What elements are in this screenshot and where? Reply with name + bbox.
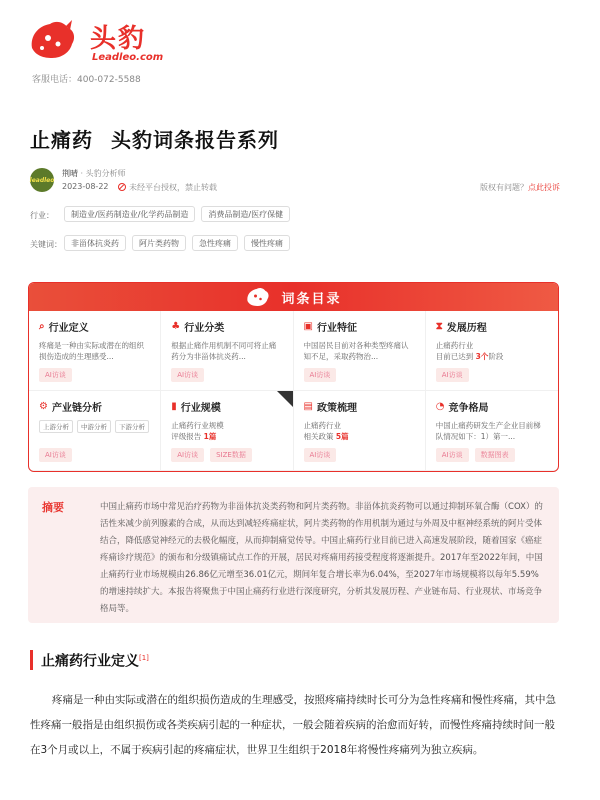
ai-interview-button[interactable]: AI访谈 <box>304 368 337 382</box>
desc-mid: 相关政策 <box>303 432 336 441</box>
chain-icon: ⚙ <box>39 401 48 412</box>
catalog-item-title: 政策梳理 <box>316 403 357 414</box>
author-line <box>62 168 126 179</box>
catalog-item-desc: 根据止痛作用机制不同可将止痛药分为非甾体抗炎药... <box>171 341 277 361</box>
catalog-header <box>29 283 558 311</box>
desc-highlight: 5篇 <box>335 432 349 441</box>
leopard-logo-icon <box>28 18 78 62</box>
auth-notice <box>118 182 217 193</box>
copyright-line <box>480 182 560 193</box>
report-title: 止痛药 <box>30 128 93 152</box>
keywords-label: 关键词： <box>30 240 62 249</box>
section-title <box>30 650 149 670</box>
catalog-item-classification[interactable] <box>161 311 293 391</box>
ai-interview-button[interactable]: AI访谈 <box>436 448 469 462</box>
downstream-tag[interactable]: 下游分析 <box>115 420 149 433</box>
reference-link[interactable]: [1] <box>139 654 149 662</box>
industry-tag[interactable]: 消费品制造/医疗保健 <box>201 206 290 222</box>
pie-chart-icon: ◔ <box>435 401 445 412</box>
catalog-item-title: 竞争格局 <box>448 403 489 414</box>
service-phone: 客服电话：400-072-5588 <box>32 75 141 85</box>
corner-flag-icon <box>277 391 293 407</box>
ai-interview-button[interactable]: AI访谈 <box>436 368 469 382</box>
catalog-item-desc <box>171 420 282 442</box>
author-role: · 头豹分析师 <box>80 169 126 178</box>
desc-mid: 评级报告 <box>171 432 204 441</box>
catalog-item-definition[interactable] <box>29 311 161 391</box>
catalog-item-policy[interactable] <box>294 391 426 471</box>
data-chart-button[interactable]: 数据图表 <box>475 448 515 462</box>
ai-interview-button[interactable]: AI访谈 <box>39 448 72 462</box>
brand-logo[interactable] <box>28 14 168 70</box>
complain-link[interactable]: 点此投诉 <box>528 183 560 192</box>
policy-icon: ▤ <box>303 401 313 412</box>
section-body: 疼痛是一种由实际或潜在的组织损伤造成的生理感受，按照疼痛持续时长可分为急性疼痛和慢性疼痛，其中急性疼痛一般指是由组织损伤或各类疾病引起的一种症状，一般会随着疾病的治愈而好转，而慢性疼痛持续时间一般在3个月或以上，不属于疾病引起的疼痛症状，世界卫生组织于2018年将慢性疼痛列为独立疾病。 <box>30 694 556 756</box>
catalog-item-title: 行业规模 <box>180 403 221 414</box>
keyword-tags <box>64 235 290 251</box>
catalog-item-scale[interactable] <box>161 391 293 471</box>
catalog-item-history[interactable] <box>426 311 558 391</box>
catalog-item-desc <box>436 340 548 362</box>
brand-name: 头豹 <box>90 24 147 54</box>
desc-mid: 目前已达到 <box>435 352 476 361</box>
ai-interview-button[interactable]: AI访谈 <box>39 368 72 382</box>
desc-post: 阶段 <box>488 352 504 361</box>
catalog-item-features[interactable] <box>294 311 426 391</box>
desc-highlight: 3个 <box>475 352 489 361</box>
ai-interview-button[interactable]: AI访谈 <box>304 448 337 462</box>
keyword-tag[interactable]: 非甾体抗炎药 <box>64 235 126 251</box>
summary-box <box>28 487 559 623</box>
feature-icon: ▣ <box>303 321 313 332</box>
catalog-title: 词条目录 <box>281 291 342 307</box>
section-title-text: 止痛药行业定义 <box>41 653 139 670</box>
forbidden-icon <box>118 183 126 191</box>
catalog-item-title: 行业定义 <box>48 323 89 334</box>
keyword-tag[interactable]: 急性疼痛 <box>192 235 238 251</box>
catalog-item-competition[interactable] <box>426 391 558 471</box>
catalog-item-chain[interactable] <box>29 391 161 471</box>
industry-label: 行业： <box>30 211 54 220</box>
desc-pre: 止痛药行业 <box>435 341 474 350</box>
industry-tag[interactable]: 制造业/医药制造业/化学药品制造 <box>64 206 195 222</box>
copyright-question: 版权有问题？ <box>480 183 528 192</box>
catalog-item-title: 产业链分析 <box>51 403 102 414</box>
keyword-tag[interactable]: 阿片类药物 <box>132 235 186 251</box>
hierarchy-icon: ♣ <box>171 321 181 332</box>
desc-pre: 止痛药行业规模 <box>171 421 224 430</box>
ai-interview-button[interactable]: AI访谈 <box>171 448 204 462</box>
catalog-item-title: 行业分类 <box>184 323 225 334</box>
midstream-tag[interactable]: 中游分析 <box>77 420 111 433</box>
catalog-item-title: 发展历程 <box>446 323 487 334</box>
report-series: 头豹词条报告系列 <box>111 128 279 152</box>
catalog-panel <box>28 282 559 472</box>
catalog-item-desc: 中国止痛药研发生产企业目前梯队情况如下：1）第一... <box>435 421 541 441</box>
catalog-item-desc: 疼痛是一种由实际或潜在的组织损伤造成的生理感受... <box>39 341 144 361</box>
page-title <box>30 124 279 153</box>
summary-label: 摘要 <box>42 501 64 514</box>
catalog-item-title: 行业特征 <box>316 323 357 334</box>
auth-notice-text: 未经平台授权，禁止转载 <box>129 183 217 192</box>
industry-tags <box>64 206 290 222</box>
size-data-button[interactable]: SIZE数据 <box>210 448 252 462</box>
author-avatar[interactable]: leadleo <box>30 168 54 192</box>
leopard-logo-icon <box>245 286 271 308</box>
timeline-icon: ⧗ <box>435 321 443 332</box>
catalog-item-desc <box>304 420 415 442</box>
brand-domain: Leadleo.com <box>92 52 164 63</box>
keyword-tag[interactable]: 慢性疼痛 <box>244 235 290 251</box>
ai-interview-button[interactable]: AI访谈 <box>171 368 204 382</box>
summary-text: 中国止痛药市场中常见治疗药物为非甾体抗炎类药物和阿片类药物。非甾体抗炎药物可以通过抑制环氧合酶（COX）的活性来减少前列腺素的合成，从而达到减轻疼痛症状，阿片类药物的作用机制为通过与外周及中枢神经系统的阿片受体结合，降低感觉神经元的去极化幅度，从而抑制痛觉传导。中国止痛药行业目前已进入高速发展阶段，随着国家《癌症疼痛诊疗规范》的颁布和分级镇痛试点工作的开展，居民对疼痛用药接受程度将逐渐提升。2017年至2022年间，中国止痛药行业市场规模由26.86亿元增至36.01亿元，期间年复合增长率为6.04%，至2027年市场规模将以每年5.59%的增速持续扩大。本报告将聚焦于中国止痛药行业进行深度研究，分析其发展历程、产业链布局、行业现状、市场竞争格局等。 <box>100 502 543 614</box>
desc-highlight: 1篇 <box>203 432 217 441</box>
desc-pre: 止痛药行业 <box>303 421 341 430</box>
catalog-item-desc: 中国居民目前对各种类型疼痛认知不足，采取药物治... <box>303 341 409 361</box>
search-doc-icon: ⌕ <box>39 321 45 332</box>
author-name[interactable]: 荆晴 <box>62 169 78 178</box>
upstream-tag[interactable]: 上游分析 <box>39 420 73 433</box>
bar-chart-icon: ▮ <box>171 401 177 412</box>
publish-date: 2023-08-22 <box>62 182 109 191</box>
